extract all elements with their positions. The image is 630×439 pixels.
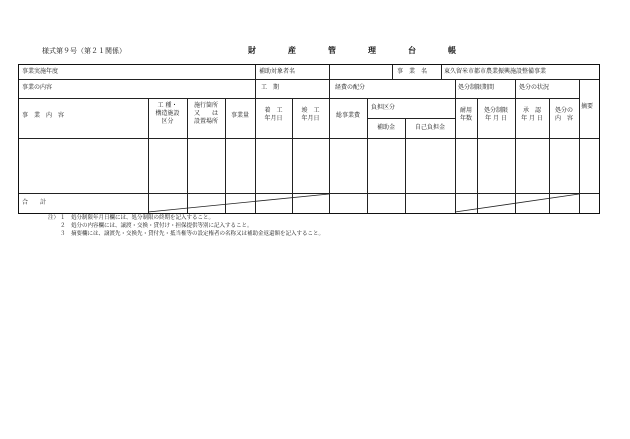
- disposal-limit-period-label: 処分制限期間: [458, 84, 495, 91]
- completion-line1: 竣 工: [301, 107, 320, 114]
- project-name-value: 東久留米市都市農業振興施設整備事業: [444, 68, 547, 75]
- completion-date-header: [292, 107, 329, 123]
- total-row-diagonals: [19, 65, 599, 213]
- location-line1: 施行箇所: [193, 102, 218, 109]
- type-header: [148, 102, 187, 126]
- location-header: [187, 102, 225, 126]
- cost-allocation-label: 経費の配分: [335, 84, 366, 91]
- disposal-content-line2: 内 容: [554, 115, 573, 122]
- remarks-label: 摘要: [581, 103, 594, 110]
- type-line2: 構造施設: [155, 110, 180, 117]
- type-line1: 工 種・: [157, 102, 178, 109]
- quantity-label: 事業量: [230, 112, 249, 119]
- notes-prefix: 注）: [48, 215, 60, 221]
- note-1-text: 処分制限年月日欄には、処分制限の終期を記入すること。: [71, 215, 215, 221]
- approval-line1: 承 認: [522, 107, 541, 114]
- completion-line2: 年月日: [301, 115, 320, 122]
- note-3-text: 摘要欄には、譲渡先・交換先・貸付先・抵当権等の設定権者の名称又は補助金返還額を記入すること。: [71, 231, 325, 237]
- approval-line2: 年 月 日: [521, 115, 543, 122]
- limit-date-line2: 年 月 日: [485, 115, 507, 122]
- note-3-num: ３: [60, 231, 66, 237]
- form-number: 様式第９号（第２１関係）: [42, 47, 126, 55]
- notes: [48, 214, 324, 238]
- start-line1: 着 工: [264, 107, 283, 114]
- total-label: 合 計: [22, 199, 47, 206]
- project-name-label: 事 業 名: [397, 68, 428, 75]
- total-cost-label: 総事業費: [335, 112, 360, 119]
- note-1: [48, 214, 324, 222]
- period-label: 工 期: [261, 84, 280, 91]
- start-line2: 年月日: [264, 115, 283, 122]
- self-burden-label: 自己負担金: [414, 124, 445, 131]
- note-1-num: １: [60, 215, 66, 221]
- note-2-num: ２: [60, 223, 66, 229]
- location-line2: 又 は: [193, 110, 218, 117]
- note-3: [48, 230, 324, 238]
- note-2-text: 処分の内容欄には、譲渡・交換・貸付け・担保提供等別に記入すること。: [71, 223, 253, 229]
- start-date-header: [255, 107, 292, 123]
- useful-life-line1: 耐用: [459, 107, 472, 114]
- project-detail-label: 事 業 内 容: [22, 112, 65, 119]
- useful-life-line2: 年数: [459, 115, 472, 122]
- disposal-content-header: [549, 107, 579, 123]
- type-line3: 区分: [161, 118, 174, 125]
- implementation-year-label: 事業実施年度: [22, 68, 59, 75]
- subsidy-target-label: 補助対象者名: [259, 68, 296, 75]
- project-content-label: 事業の内容: [22, 84, 53, 91]
- burden-category-label: 負担区分: [371, 104, 396, 111]
- location-line3: 設置場所: [193, 118, 218, 125]
- subsidy-label: 補助金: [376, 124, 395, 131]
- disposal-content-line1: 処分の: [554, 107, 573, 114]
- property-ledger-table: [18, 64, 600, 214]
- disposal-status-label: 処分の状況: [519, 84, 550, 91]
- limit-date-line1: 処分制限: [483, 107, 508, 114]
- note-2: [48, 222, 324, 230]
- useful-life-header: [455, 107, 477, 123]
- approval-date-header: [515, 107, 549, 123]
- ledger-title: 財 産 管 理 台 帳: [248, 45, 468, 55]
- limit-date-header: [477, 107, 515, 123]
